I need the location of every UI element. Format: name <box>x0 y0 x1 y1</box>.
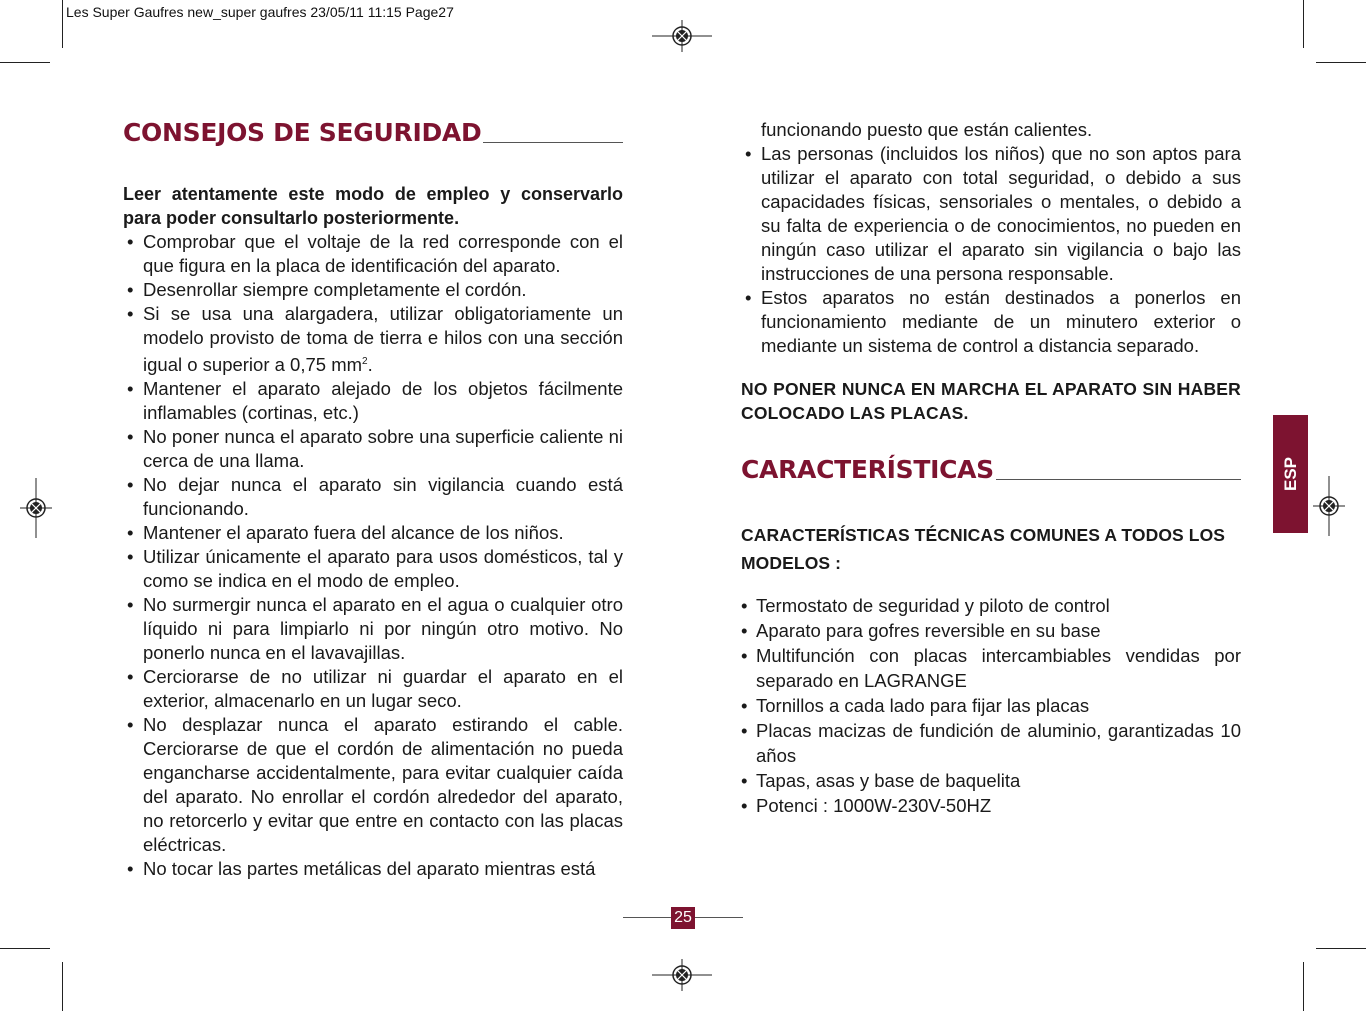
list-continuation: funcionando puesto que están calientes. <box>761 119 1093 140</box>
list-item: • Aparato para gofres reversible en su base <box>741 618 1241 643</box>
safety-section-title <box>123 118 623 148</box>
list-item: • Tapas, asas y base de baquelita <box>741 768 1241 793</box>
list-item: • Multifunción con placas intercambiables vendidas por separado en LAGRANGE <box>741 643 1241 693</box>
crop-mark <box>0 62 50 63</box>
list-item: • Utilizar únicamente el aparato para usos domésticos, tal y como se indica en el modo de empleo. <box>123 545 623 593</box>
safety-title-text: CONSEJOS DE SEGURIDAD <box>123 118 482 147</box>
title-rule <box>996 479 1241 480</box>
left-column <box>123 118 623 881</box>
list-item: • Cerciorarse de no utilizar ni guardar el aparato en el exterior, almacenarlo en un lugar seco. <box>123 665 623 713</box>
warning-text: NO PONER NUNCA EN MARCHA EL APARATO SIN HABER COLOCADO LAS PLACAS. <box>741 379 1241 423</box>
list-item: • Mantener el aparato fuera del alcance de los niños. <box>123 521 623 545</box>
list-item: • Comprobar que el voltaje de la red corresponde con el que figura en la placa de identificación del aparato. <box>123 230 623 278</box>
list-item-text: Si se usa una alargadera, utilizar obligatoriamente un modelo provisto de toma de tierra e hilos con una sección igual o superior a 0,75 mm <box>143 303 623 376</box>
page-number-rule <box>695 917 743 918</box>
right-column <box>741 118 1241 818</box>
language-tab-label: ESP <box>1280 456 1300 492</box>
crop-mark <box>62 962 63 1011</box>
list-item: • Mantener el aparato alejado de los objetos fácilmente inflamables (cortinas, etc.) <box>123 377 623 425</box>
printer-slug: Les Super Gaufres new_super gaufres 23/05/11 11:15 Page27 <box>66 4 454 20</box>
list-item: • Termostato de seguridad y piloto de control <box>741 593 1241 618</box>
crop-mark <box>1316 62 1366 63</box>
crop-mark <box>62 0 63 48</box>
crop-mark <box>1303 0 1304 48</box>
crop-mark <box>1316 948 1366 949</box>
registration-mark-icon <box>652 20 712 52</box>
safety-list-continued <box>741 142 1241 358</box>
crop-mark <box>1303 962 1304 1011</box>
list-item: • Desenrollar siempre completamente el cordón. <box>123 278 623 302</box>
safety-list <box>123 230 623 881</box>
safety-intro: Leer atentamente este modo de empleo y conservarlo para poder consultarlo posteriormente. <box>123 184 623 228</box>
features-subheading: CARACTERÍSTICAS TÉCNICAS COMUNES A TODOS LOS MODELOS : <box>741 525 1226 573</box>
list-item: • Potenci : 1000W-230V-50HZ <box>741 793 1241 818</box>
superscript: 2 <box>362 356 368 367</box>
language-tab <box>1273 415 1308 533</box>
list-item: • No desplazar nunca el aparato estirando el cable. Cerciorarse de que el cordón de alimentación no pueda engancharse accidentalmente, para evitar cualquier caída del aparato. No enrollar el cordón alrededor del aparato, no retorcerlo y evitar que entre en contacto con las placas eléctricas. <box>123 713 623 857</box>
list-item: • No tocar las partes metálicas del aparato mientras está <box>123 857 623 881</box>
features-list <box>741 593 1241 818</box>
list-item <box>123 302 623 377</box>
list-item: • No dejar nunca el aparato sin vigilancia cuando está funcionando. <box>123 473 623 521</box>
page-number-rule <box>623 917 671 918</box>
page-number: 25 <box>671 907 695 929</box>
list-item: • Placas macizas de fundición de aluminio, garantizadas 10 años <box>741 718 1241 768</box>
crop-mark <box>0 948 50 949</box>
list-item: • Estos aparatos no están destinados a ponerlos en funcionamiento mediante de un minutero exterior o mediante un sistema de control a distancia separado. <box>741 286 1241 358</box>
list-item: • Las personas (incluidos los niños) que no son aptos para utilizar el aparato con total seguridad, o debido a sus capacidades físicas, sensoriales o mentales, o debido a su falta de experiencia o de conocimientos, no pueden en ningún caso utilizar el aparato sin vigilancia o bajo las instrucciones de una persona responsable. <box>741 142 1241 286</box>
title-rule <box>483 142 623 143</box>
list-item: • No poner nunca el aparato sobre una superficie caliente ni cerca de una llama. <box>123 425 623 473</box>
list-item: • No surmergir nunca el aparato en el agua o cualquier otro líquido ni para limpiarlo ni por ningún otro motivo. No ponerlo nunca en el lavavajillas. <box>123 593 623 665</box>
features-title-text: CARACTERÍSTICAS <box>741 455 994 484</box>
registration-mark-icon <box>652 959 712 991</box>
registration-mark-icon <box>20 478 52 538</box>
registration-mark-icon <box>1313 476 1345 536</box>
list-item: • Tornillos a cada lado para fijar las placas <box>741 693 1241 718</box>
list-item-period: . <box>367 354 373 376</box>
features-section-title <box>741 455 1241 485</box>
